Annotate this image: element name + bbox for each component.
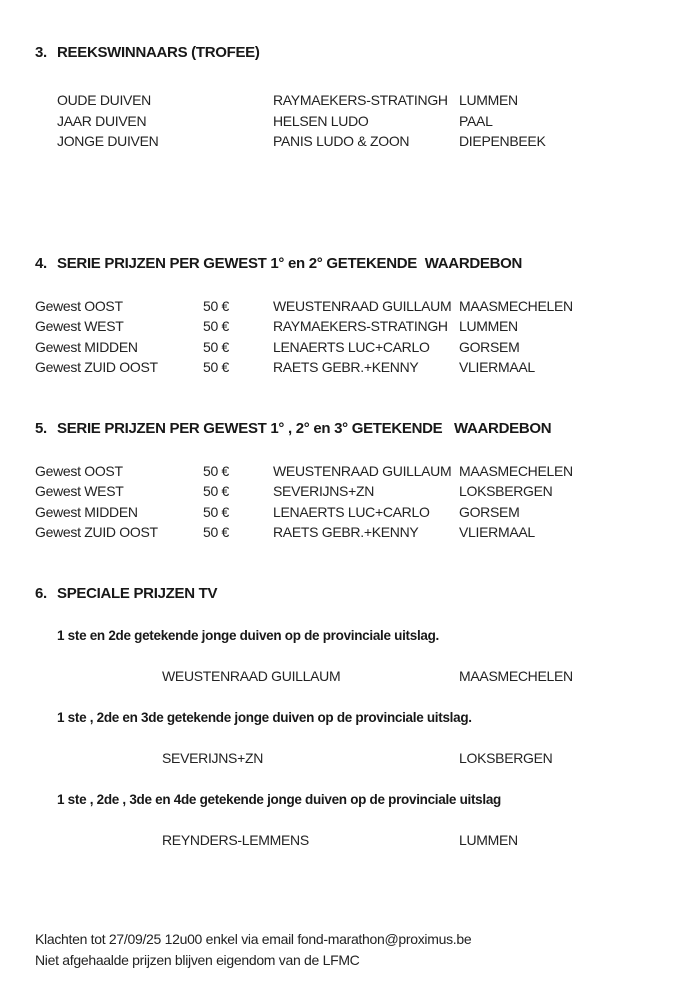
section4-title: SERIE PRIJZEN PER GEWEST 1° en 2° GETEKENDE WAARDEBON [57,254,523,272]
table-row [35,111,650,132]
prize-cell: 50 € [203,318,230,334]
city-cell: LUMMEN [459,92,518,108]
winner-cell: WEUSTENRAAD GUILLAUM [162,667,341,684]
winner-cell: RAETS GEBR.+KENNY [273,524,419,540]
category-cell: JONGE DUIVEN [57,133,159,149]
gewest-cell: Gewest ZUID OOST [35,524,158,540]
table-row [35,667,650,686]
category-cell: OUDE DUIVEN [57,92,151,108]
section3-number: 3. [35,44,47,61]
city-cell: VLIERMAAL [459,524,535,540]
winner-cell: RAYMAEKERS-STRATINGH [273,318,448,334]
winner-cell: REYNDERS-LEMMENS [162,831,309,848]
footer [35,929,471,970]
table-row [35,831,650,850]
table-row [35,90,650,111]
city-cell: LUMMEN [459,318,518,334]
section6-number: 6. [35,584,47,602]
city-cell: LOKSBERGEN [459,749,553,766]
special-prize-description: 1 ste en 2de getekende jonge duiven op de provinciale uitslag. [57,627,440,643]
table-row [35,316,650,337]
section3-table [35,90,650,152]
winner-cell: SEVERIJNS+ZN [273,483,375,499]
winner-cell: HELSEN LUDO [273,112,369,129]
winner-cell: WEUSTENRAAD GUILLAUM [273,462,452,479]
section3-title: REEKSWINNAARS (TROFEE) [57,44,260,61]
city-cell: LUMMEN [459,831,518,848]
section5-table [35,461,650,543]
prize-cell: 50 € [203,462,230,479]
table-row [35,461,650,482]
table-row [35,749,650,768]
section6-title: SPECIALE PRIJZEN TV [57,584,218,602]
table-row [35,481,650,502]
category-cell: JAAR DUIVEN [57,112,147,129]
winner-cell: LENAERTS LUC+CARLO [273,338,430,355]
gewest-cell: Gewest MIDDEN [35,338,138,355]
table-row [35,357,650,378]
section6-entries [35,627,650,850]
city-cell: MAASMECHELEN [459,667,573,684]
prize-cell: 50 € [203,338,230,355]
gewest-cell: Gewest OOST [35,297,123,314]
gewest-cell: Gewest ZUID OOST [35,359,158,375]
table-row [35,337,650,358]
city-cell: VLIERMAAL [459,359,535,375]
gewest-cell: Gewest WEST [35,483,124,499]
prize-cell: 50 € [203,359,230,375]
winner-cell: PANIS LUDO & ZOON [273,133,410,149]
winner-cell: RAYMAEKERS-STRATINGH [273,92,448,108]
section6-heading [35,584,650,604]
section5-title: SERIE PRIJZEN PER GEWEST 1° , 2° en 3° GETEKENDE WAARDEBON [57,419,552,437]
section4-table [35,296,650,378]
prize-cell: 50 € [203,503,230,520]
section3-heading [35,43,650,63]
city-cell: MAASMECHELEN [459,462,573,479]
gewest-cell: Gewest WEST [35,318,124,334]
winner-cell: RAETS GEBR.+KENNY [273,359,419,375]
city-cell: GORSEM [459,338,520,355]
city-cell: LOKSBERGEN [459,483,553,499]
gewest-cell: Gewest MIDDEN [35,503,138,520]
city-cell: GORSEM [459,503,520,520]
section5-number: 5. [35,419,47,437]
unclaimed-prizes-note: Niet afgehaalde prijzen blijven eigendom van de LFMC [35,951,360,968]
table-row [35,502,650,523]
table-row [35,522,650,543]
city-cell: MAASMECHELEN [459,297,573,314]
section4-number: 4. [35,254,47,272]
winner-cell: LENAERTS LUC+CARLO [273,503,430,520]
city-cell: PAAL [459,112,493,129]
table-row [35,296,650,317]
special-prize-description: 1 ste , 2de en 3de getekende jonge duiven op de provinciale uitslag. [57,709,472,725]
winner-cell: WEUSTENRAAD GUILLAUM [273,297,452,314]
city-cell: DIEPENBEEK [459,133,546,149]
section4-heading [35,254,650,274]
winner-cell: SEVERIJNS+ZN [162,749,264,766]
prize-cell: 50 € [203,483,230,499]
section5-heading [35,419,650,439]
special-prize-description: 1 ste , 2de , 3de en 4de getekende jonge duiven op de provinciale uitslag [57,791,501,807]
complaints-note: Klachten tot 27/09/25 12u00 enkel via email fond-marathon@proximus.be [35,931,472,947]
prize-cell: 50 € [203,297,230,314]
table-row [35,131,650,152]
gewest-cell: Gewest OOST [35,462,123,479]
prize-cell: 50 € [203,524,230,540]
